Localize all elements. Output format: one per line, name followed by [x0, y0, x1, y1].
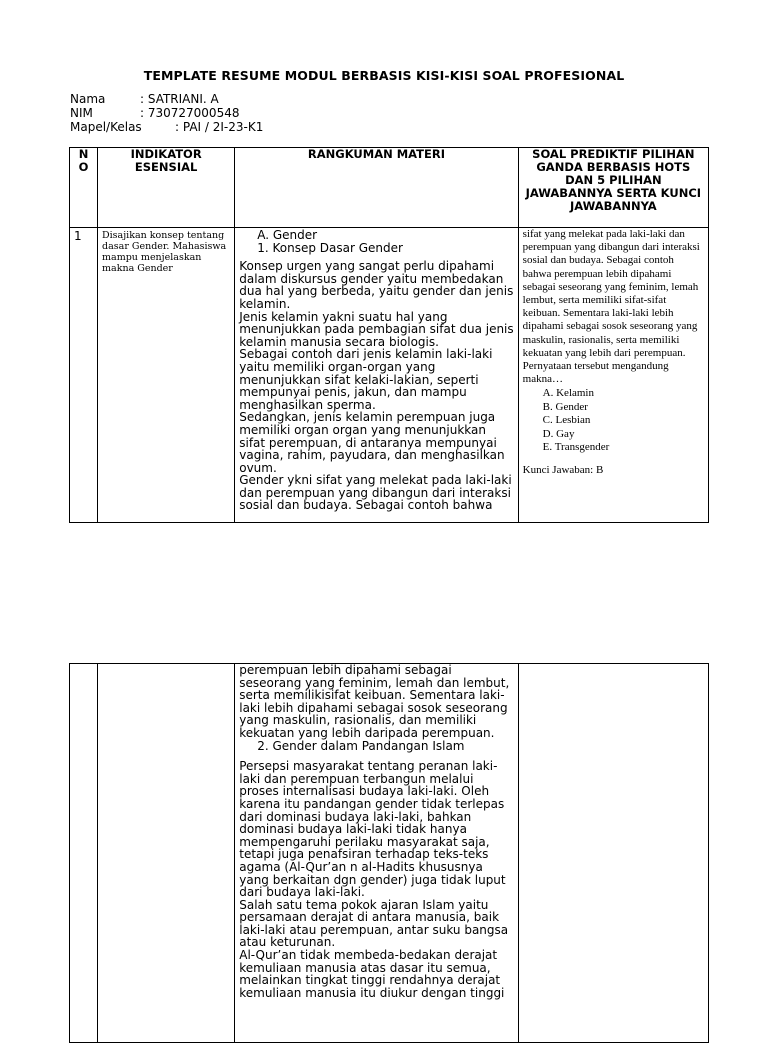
mapel-value: : PAI / 2I-23-K1: [175, 120, 264, 134]
empty-soal-cell: [518, 664, 708, 1043]
paragraph: Gender ykni sifat yang melekat pada laki-laki dan perempuan yang dibangun dari interaksi sosial dan budaya. Sebagai contoh bahwa: [239, 473, 512, 513]
soal-text: sifat yang melekat pada laki-laki dan perempuan yang dibangun dari interaksi sosial dan budaya. Sebagai contoh bahwa perempuan lebih dipahami sebagai seseorang yang feminim, lemah lembut, serta memiliki sifat-sifat keibuan. Sementara laki-laki lebih dipahami sebagai sosok seseorang yang maskulin, rasionalis, serta memiliki kekuatan yang lebih dari perempuan. Pernyataan tersebut mengandung makna…: [522, 228, 700, 386]
header-no: N O: [70, 148, 98, 228]
option-a: A. Kelamin: [542, 387, 594, 400]
option-c: C. Lesbian: [542, 414, 591, 427]
paragraph: Sedangkan, jenis kelamin perempuan juga memiliki organ organ yang menunjukkan sifat perempuan, di antaranya mempunyai vagina, rahim, payudara, dan menghasilkan ovum.: [239, 410, 505, 475]
empty-no-cell: [70, 664, 98, 1043]
row-number: 1: [70, 228, 98, 523]
rangkuman-cell: [235, 664, 518, 1043]
nama-value: : SATRIANI. A: [140, 92, 219, 106]
page-title: TEMPLATE RESUME MODUL BERBASIS KISI-KISI SOAL PROFESIONAL: [143, 68, 625, 83]
info-mapel: [70, 120, 263, 134]
rangkuman-cell: [235, 228, 518, 523]
indikator-text: Disajikan konsep tentang dasar Gender. Mahasiswa mampu menjelaskan makna Gender: [98, 228, 235, 523]
paragraph: perempuan lebih dipahami sebagai seseorang yang feminim, lemah dan lembut, serta memilikisifat keibuan. Sementara laki-laki lebih dipahami sebagai sosok seseorang yang maskulin, rasionalis, dan memiliki kekuatan yang lebih daripada perempuan.: [239, 663, 510, 740]
paragraph: Al-Qur’an tidak membeda-bedakan derajat kemuliaan manusia atas dasar itu semua, melainkan tingkat tinggi rendahnya derajat kemuliaan manusia itu diukur dengan tinggi: [239, 948, 505, 1000]
heading-gender: A. Gender: [257, 228, 318, 242]
table-row: [70, 228, 709, 523]
header-rangkuman: RANGKUMAN MATERI: [235, 148, 518, 228]
paragraph: Jenis kelamin yakni suatu hal yang menunjukkan pada pembagian sifat dua jenis kelamin manusia secara biologis.: [239, 309, 514, 349]
paragraph: Persepsi masyarakat tentang peranan laki-laki dan perempuan terbangun melalui proses internalisasi budaya laki-laki. Oleh karena itu pandangan gender tidak terlepas dari dominasi budaya laki-laki, bahkan dominasi budaya laki-laki tidak hanya mempengaruhi perilaku masyarakat saja, tetapi juga penafsiran terhadap teks-teks agama (Al-Qur’an n al-Hadits khususnya yang berkaitan dgn gender) juga tidak luput dari budaya laki-laki.: [239, 759, 506, 900]
info-nim: [70, 106, 239, 120]
paragraph: Sebagai contoh dari jenis kelamin laki-laki yaitu memiliki organ-organ yang menunjukkan sifat kelaki-lakian, seperti mempunyai penis, jakun, dan mampu menghasilkan sperma.: [239, 347, 493, 412]
mapel-label: Mapel/Kelas: [70, 120, 142, 134]
option-d: D. Gay: [542, 427, 575, 440]
nama-label: Nama: [70, 92, 106, 106]
answer-options: [523, 387, 704, 454]
soal-cell: [518, 228, 708, 523]
header-soal: SOAL PREDIKTIF PILIHAN GANDA BERBASIS HOTS DAN 5 PILIHAN JAWABANNYA SERTA KUNCI JAWABANNYA: [518, 148, 708, 228]
nim-label: NIM: [70, 106, 93, 120]
table-row: [70, 664, 709, 1043]
resume-table-page-2: [69, 663, 709, 1043]
paragraph: Konsep urgen yang sangat perlu dipahami dalam diskursus gender yaitu membedakan dua hal yang berbeda, yaitu gender dan jenis kelamin.: [239, 259, 514, 311]
table-header-row: [70, 148, 709, 228]
heading-gender-islam: 2. Gender dalam Pandangan Islam: [257, 738, 465, 753]
header-indikator: INDIKATOR ESENSIAL: [98, 148, 235, 228]
paragraph: Salah satu tema pokok ajaran Islam yaitu persamaan derajat di antara manusia, baik laki-laki atau perempuan, antar suku bangsa atau keturunan.: [239, 897, 509, 950]
nim-value: : 730727000548: [140, 106, 240, 120]
info-nama: [70, 92, 219, 106]
option-e: E. Transgender: [542, 441, 610, 454]
heading-konsep-dasar: 1. Konsep Dasar Gender: [257, 240, 403, 255]
answer-key: Kunci Jawaban: B: [522, 464, 604, 477]
resume-table-page-1: [69, 147, 709, 523]
empty-indikator-cell: [98, 664, 235, 1043]
option-b: B. Gender: [542, 400, 588, 413]
